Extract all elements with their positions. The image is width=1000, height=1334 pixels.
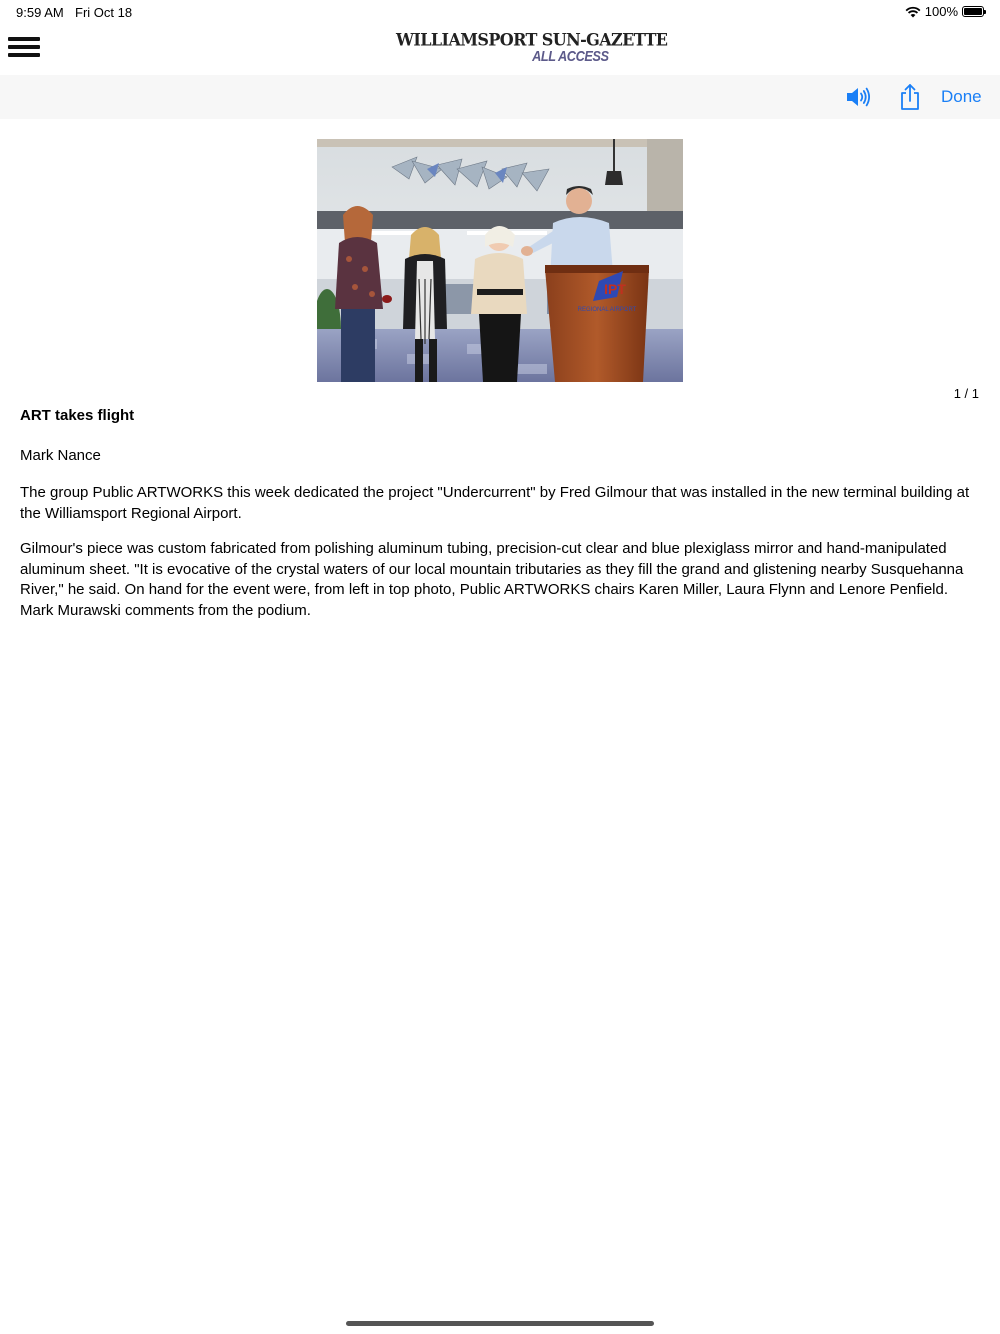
home-indicator[interactable]: [346, 1321, 654, 1326]
menu-icon[interactable]: [8, 37, 40, 61]
article-toolbar: [0, 75, 1000, 119]
speaker-icon: [845, 86, 871, 108]
share-icon: [898, 83, 922, 111]
status-date: Fri Oct 18: [75, 5, 133, 20]
photo-counter: 1 / 1: [953, 386, 979, 401]
podium-logo-text: IPT: [604, 281, 626, 297]
menu-bar: [8, 37, 40, 41]
battery-percent: 100%: [924, 4, 958, 19]
status-indicators: [905, 4, 984, 19]
menu-bar: [8, 45, 40, 49]
article-paragraph: The group Public ARTWORKS this week dedicated the project "Undercurrent" by Fred Gilmour that was installed in the new terminal building at the Williamsport Regional Airport.: [20, 484, 970, 522]
status-time: 9:59 AM: [16, 5, 64, 20]
article-byline: Mark Nance: [20, 447, 101, 464]
battery-icon: [962, 6, 984, 17]
podium-subtitle-text: REGIONAL AIRPORT: [577, 307, 637, 313]
battery-nub: [984, 10, 986, 14]
done-button[interactable]: Done: [941, 87, 982, 106]
logo-title: WILLIAMSPORT SUN-GAZETTE: [396, 29, 668, 50]
wifi-icon: [905, 6, 921, 18]
article-photo[interactable]: [317, 139, 683, 382]
article-paragraph: Gilmour's piece was custom fabricated from polishing aluminum tubing, precision-cut clear and blue plexiglass mirror and hand-manipulated aluminum sheet. "It is evocative of the crystal waters of our local mountain tributaries as they fill the grand and glistening nearby Susquehanna River," he said. On hand for the event were, from left in top photo, Public ARTWORKS chairs Karen Miller, Laura Flynn and Lenore Penfield. Mark Murawski comments from the podium.: [20, 540, 964, 619]
newspaper-logo: [396, 29, 668, 65]
menu-bar: [8, 53, 40, 57]
photo-illustration: [317, 139, 683, 382]
read-aloud-button[interactable]: [845, 75, 871, 119]
article-headline: ART takes flight: [20, 407, 135, 424]
status-bar: [0, 0, 1000, 24]
logo-subtitle: ALL ACCESS: [532, 48, 609, 65]
share-button[interactable]: [898, 75, 922, 119]
app-header: [0, 24, 1000, 75]
battery-level-fill: [964, 8, 982, 15]
